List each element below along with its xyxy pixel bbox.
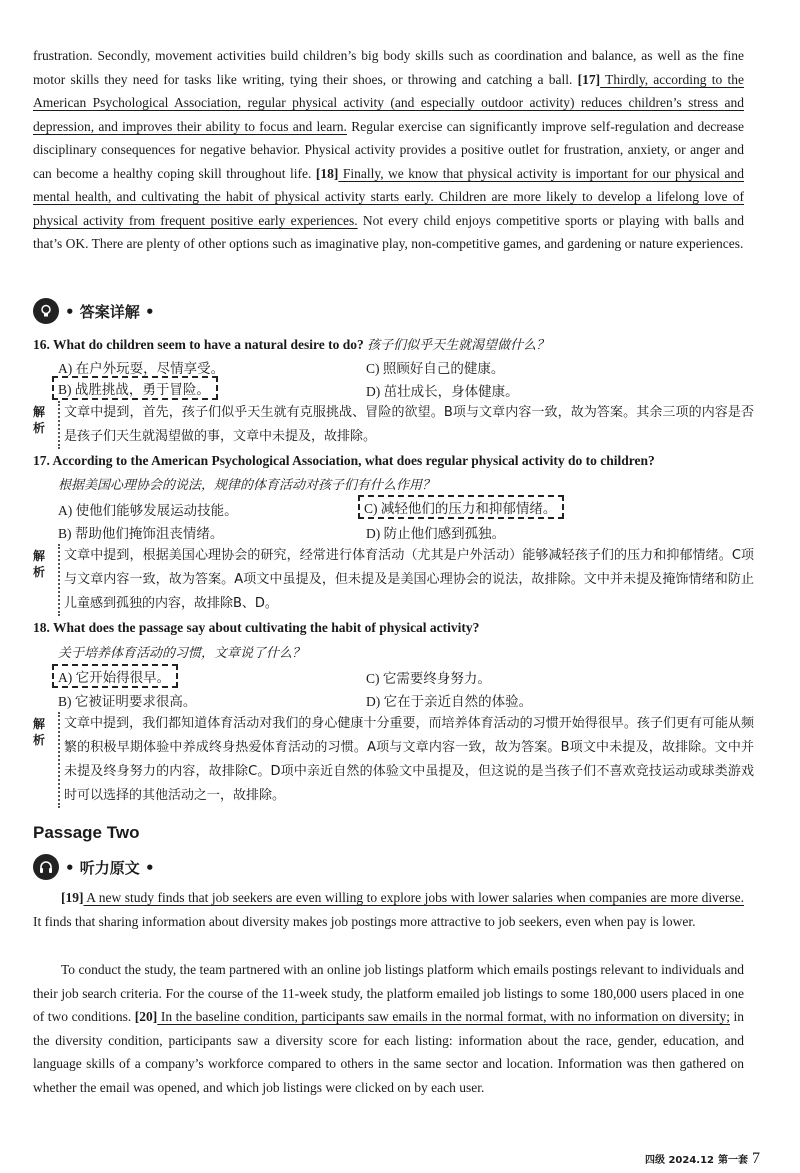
listening-section-header (33, 852, 155, 882)
question-number: 17. (33, 453, 50, 468)
option-16-d: D) 茁壮成长，身体健康。 (366, 384, 519, 399)
question-english: What do children seem to have a natural desire to do? (53, 337, 364, 352)
question-marker-17: [17] (577, 71, 601, 87)
page-number: 7 (752, 1150, 760, 1167)
option-18-d: D) 它在于亲近自然的体验。 (366, 694, 533, 709)
question-chinese: 孩子们似乎天生就渴望做什么？ (367, 338, 550, 353)
passage-one-paragraph (33, 44, 744, 256)
question-17-chinese: 根据美国心理协会的说法，规律的体育活动对孩子们有什么作用？ (58, 478, 436, 493)
option-16-a: A) 在户外玩耍，尽情享受。 (58, 361, 225, 376)
underlined-answer-19: A new study finds that job seekers are even willing to explore jobs with lower salaries when companies are more diverse. (83, 890, 744, 905)
passage-two-title: Passage Two (33, 823, 140, 842)
explanation-label: 解析 (33, 717, 46, 747)
underlined-answer-18: Finally, we know that physical activity is important for our physical and mental health, and cultivating the habit of physical activity starts early. Children are more likely to develop a lifelong love of physical activity from frequent positive early experiences. (33, 165, 744, 228)
question-marker-20: [20] (134, 1009, 158, 1024)
explanation-16: 文章中提到，首先，孩子们似乎天生就有克服挑战、冒险的欲望。B项与文章内容一致，故为答案。其余三项的内容是否是孩子们天生就渴望做的事，文章中未提及，故排除。 (58, 401, 754, 449)
page-footer (645, 1150, 760, 1168)
option-17-a: A) 使他们能够发展运动技能。 (58, 503, 238, 518)
listening-section-title: • 听力原文 • (65, 858, 155, 877)
question-marker-19: [19] (61, 890, 84, 905)
explanation-18: 文章中提到，我们都知道体育活动对我们的身心健康十分重要，而培养体育活动的习惯开始得很早。孩子们更有可能从频繁的积极早期体验中养成终身热爱体育活动的习惯。A项与文章内容一致，故为答案。B项文中未提及，故排除。文中并未提及终身努力的内容，故排除C。D项中亲近自然的体验文中虽提及，但这说的是当孩子们不喜欢竞技运动或球类游戏时可以选择的其他活动之一，故排除。 (58, 712, 754, 808)
passage-text: It finds that sharing information about diversity makes job postings more attractive to job seekers, even when pay is lower. (33, 913, 696, 929)
answers-section-header (33, 296, 155, 326)
question-18 (33, 620, 763, 636)
option-18-a-correct: A) 它开始得很早。 (52, 664, 178, 688)
option-16-b-correct: B) 战胜挑战，勇于冒险。 (52, 376, 218, 400)
lightbulb-icon (33, 298, 59, 324)
passage-text: frustration. Secondly, movement activities build children’s big body skills such as coordination and balance, as well as the fine motor skills they need for tasks like writing, tying their shoes, or throwing and catching a ball. (33, 48, 744, 87)
explanation-17: 文章中提到，根据美国心理协会的研究，经常进行体育活动（尤其是户外活动）能够减轻孩子们的压力和抑郁情绪。C项与文章内容一致，故为答案。A项文中虽提及，但未提及是美国心理协会的说法，故排除。文中并未提及掩饰情绪和防止儿童感到孤独的内容，故排除B、D。 (58, 544, 754, 616)
answers-section-title: • 答案详解 • (65, 302, 155, 321)
option-17-c-correct: C) 减轻他们的压力和抑郁情绪。 (358, 495, 564, 519)
option-17-d: D) 防止他们感到孤独。 (366, 526, 506, 541)
underlined-answer-17: Thirdly, according to the American Psychological Association, regular physical activity (and especially outdoor activity) reduces children’s stress and depression, and improves their ability to focus and learn. (33, 71, 744, 134)
question-16 (33, 334, 763, 353)
exam-label: 四级 2024.12 (644, 1155, 714, 1166)
option-18-b: B) 它被证明要求很高。 (58, 694, 197, 709)
question-english: What does the passage say about cultivating the habit of physical activity? (53, 620, 480, 635)
passage-text: Not every child enjoys competitive sports or playing with balls and that’s OK. There are plenty of other options such as imaginative play, non-competitive games, and gardening or nature experiences. (33, 212, 744, 251)
passage-text: Regular exercise can significantly improve self-regulation and decrease disciplinary consequences for negative behavior. Physical activity provides a positive outlet for frustration, anxiety, or anger and can become a healthy coping skill throughout life. (33, 118, 744, 181)
option-18-c: C) 它需要终身努力。 (366, 671, 491, 686)
passage-text: in the diversity condition, participants saw a diversity score for each listing: information about the race, gender, education, and language skills of a company’s workforce compared to others in the same sector and location. Information was then gathered on whether the email was opened, and which job listings were clicked on by each user. (33, 1009, 745, 1095)
question-17 (33, 453, 763, 469)
passage-text: To conduct the study, the team partnered with an online job listings platform which emails postings relevant to individuals and their job search criteria. For the course of the 11-week study, the platform emailed job listings to some 180,000 users placed in one of two conditions. (33, 962, 744, 1024)
headphones-icon (33, 854, 59, 880)
question-marker-18: [18] (315, 165, 339, 181)
exam-set: 第一套 (718, 1155, 748, 1166)
question-number: 18. (33, 620, 50, 635)
underlined-answer-20: In the baseline condition, participants saw emails in the normal format, with no information on diversity; (157, 1009, 730, 1024)
passage-two-paragraph-1 (33, 886, 744, 933)
option-16-c: C) 照顾好自己的健康。 (366, 361, 505, 376)
explanation-label: 解析 (33, 405, 46, 435)
option-17-b: B) 帮助他们掩饰沮丧情绪。 (58, 526, 224, 541)
question-number: 16. (33, 337, 50, 352)
explanation-label: 解析 (33, 549, 46, 579)
question-english: According to the American Psychological Association, what does regular physical activity do to children? (52, 453, 655, 468)
passage-two-paragraph-2 (33, 958, 744, 1099)
question-18-chinese: 关于培养体育活动的习惯，文章说了什么？ (58, 646, 306, 661)
